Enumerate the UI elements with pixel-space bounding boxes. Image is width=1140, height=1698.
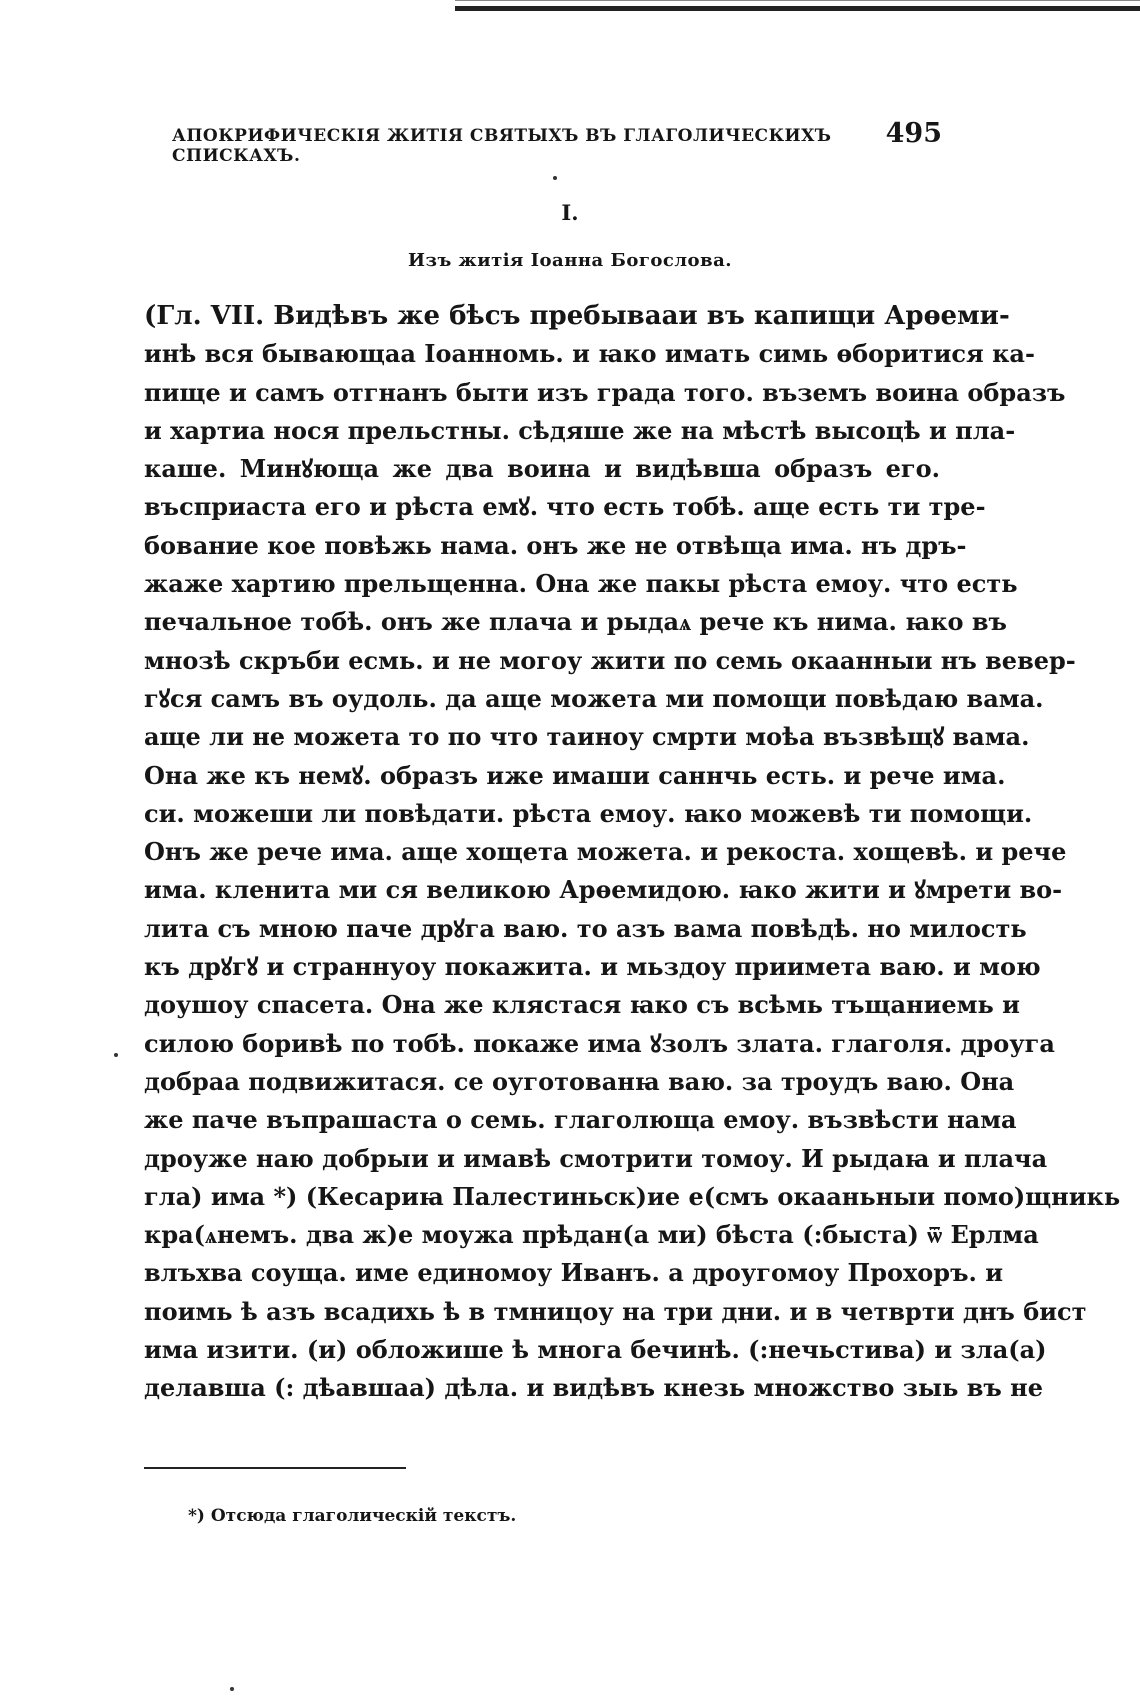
text-line: си. можеши ли повѣдати. рѣста емоу. ꙗко можевѣ ти помощи.: [144, 798, 1033, 828]
running-header: [172, 118, 942, 166]
text-line: делавша (: дѣавшаа) дѣла. и видѣвъ кнезь множство зыь въ не: [144, 1373, 1043, 1403]
text-line: къ дрꙋгꙋ и страннуоу покажита. и мьздоу приимета ваю. и мою: [144, 952, 1041, 982]
text-line: мнозѣ скръби есмь. и не могоу жити по семь окаанныи нъ вевер-: [144, 645, 1076, 675]
text-line: има изити. (и) обложише ѣ многа бечинѣ. (:нечьстива) и зла(а): [144, 1335, 1047, 1365]
top-rule: [455, 6, 1140, 11]
text-line: силою боривѣ по тобѣ. покаже има ꙋзолъ злата. глаголя. дроуга: [144, 1028, 1055, 1058]
text-line: и хартиа нося прельстны. сѣдяше же на мѣстѣ высоцѣ и пла-: [144, 415, 1016, 445]
text-line: инѣ вся бывающаа Іоанномь. и ꙗко имать симь ѳборитися ка-: [144, 339, 1035, 369]
text-line: кра(ѧнемъ. два ж)е моужа прѣдан(а ми) бѣста (:быста) ѿ Ерлма: [144, 1220, 1039, 1250]
text-line: поимь ѣ азъ всадихь ѣ в тмницоу на три дни. и в четврти днъ бист: [144, 1296, 1087, 1326]
running-title: АПОКРИФИЧЕСКІЯ ЖИТІЯ СВЯТЫХЪ ВЪ ГЛАГОЛИЧЕСКИХЪ СПИСКАХЪ.: [172, 126, 832, 166]
body-text: [144, 297, 1121, 1408]
text-line: Онъ же рече има. аще хощета можета. и рекоста. хощевѣ. и рече: [144, 837, 1067, 867]
text-line: бование кое повѣжь нама. онъ же не отвѣща има. нъ дръ-: [144, 530, 967, 560]
text-line: има. кленита ми ся великою Арѳемидою. ꙗко жити и ꙋмрети во-: [144, 875, 1063, 905]
text-line: добраа подвижитася. се оуготованꙗ ваю. за троудъ ваю. Она: [144, 1066, 1015, 1096]
text-line: гла) има *) (Кесариꙗ Палестиньск)ие е(смъ окааньныи помо)щникь: [144, 1181, 1121, 1211]
text-line: Она же къ немꙋ. образъ иже имаши саннчь есть. и рече има.: [144, 760, 1006, 790]
text-line: печальное тобѣ. онъ же плача и рыдаѧ рече къ нима. ꙗко въ: [144, 607, 1007, 637]
footnote: *) Отсюда глаголическій текстъ.: [188, 1506, 517, 1526]
text-line: въсприаста его и рѣста емꙋ. что есть тобѣ. аще есть ти тре-: [144, 492, 986, 522]
text-line: влъхва соуща. име единомоу Иванъ. а дроугомоу Прохоръ. и: [144, 1258, 1004, 1288]
section-title: Изъ житія Іоанна Богослова.: [407, 250, 733, 271]
text-line: аще ли не можета то по что таиноу смрти моѣа възвѣщꙋ вама.: [144, 722, 1030, 752]
text-line: лита съ мною паче дрꙋга ваю. то азъ вама повѣдѣ. но милость: [144, 913, 1027, 943]
text-line: доушоу спасета. Она же клястася ꙗко съ всѣмь тъщаниемь и: [144, 990, 1020, 1020]
text-line: дроуже наю добрыи и имавѣ смотрити томоу. И рыдаꙗ и плача: [144, 1143, 1048, 1173]
text-line: же паче въпрашаста о семь. глаголюща емоу. възвѣсти нама: [144, 1105, 1017, 1135]
footnote-rule: [144, 1467, 406, 1469]
text-line: пище и самъ отгнанъ быти изъ града того. въземъ воина образъ: [144, 377, 1066, 407]
text-line: каше. Минꙋюща же два воина и видѣвша образъ его.: [144, 454, 940, 484]
text-line: (Гл. VII. Видѣвъ же бѣсъ пребывааи въ капищи Арѳеми-: [144, 301, 1010, 331]
speck: [553, 176, 557, 180]
text-line: гꙋся самъ въ оудоль. да аще можета ми помощи повѣдаю вама.: [144, 683, 1044, 713]
speck: [114, 1053, 118, 1057]
page-number: 495: [885, 118, 942, 149]
top-rule-thin: [455, 0, 1140, 1]
section-number: I.: [561, 200, 579, 225]
speck: [230, 1687, 234, 1691]
text-line: жаже хартию прельщенна. Она же пакы рѣста емоу. что есть: [144, 569, 1018, 599]
